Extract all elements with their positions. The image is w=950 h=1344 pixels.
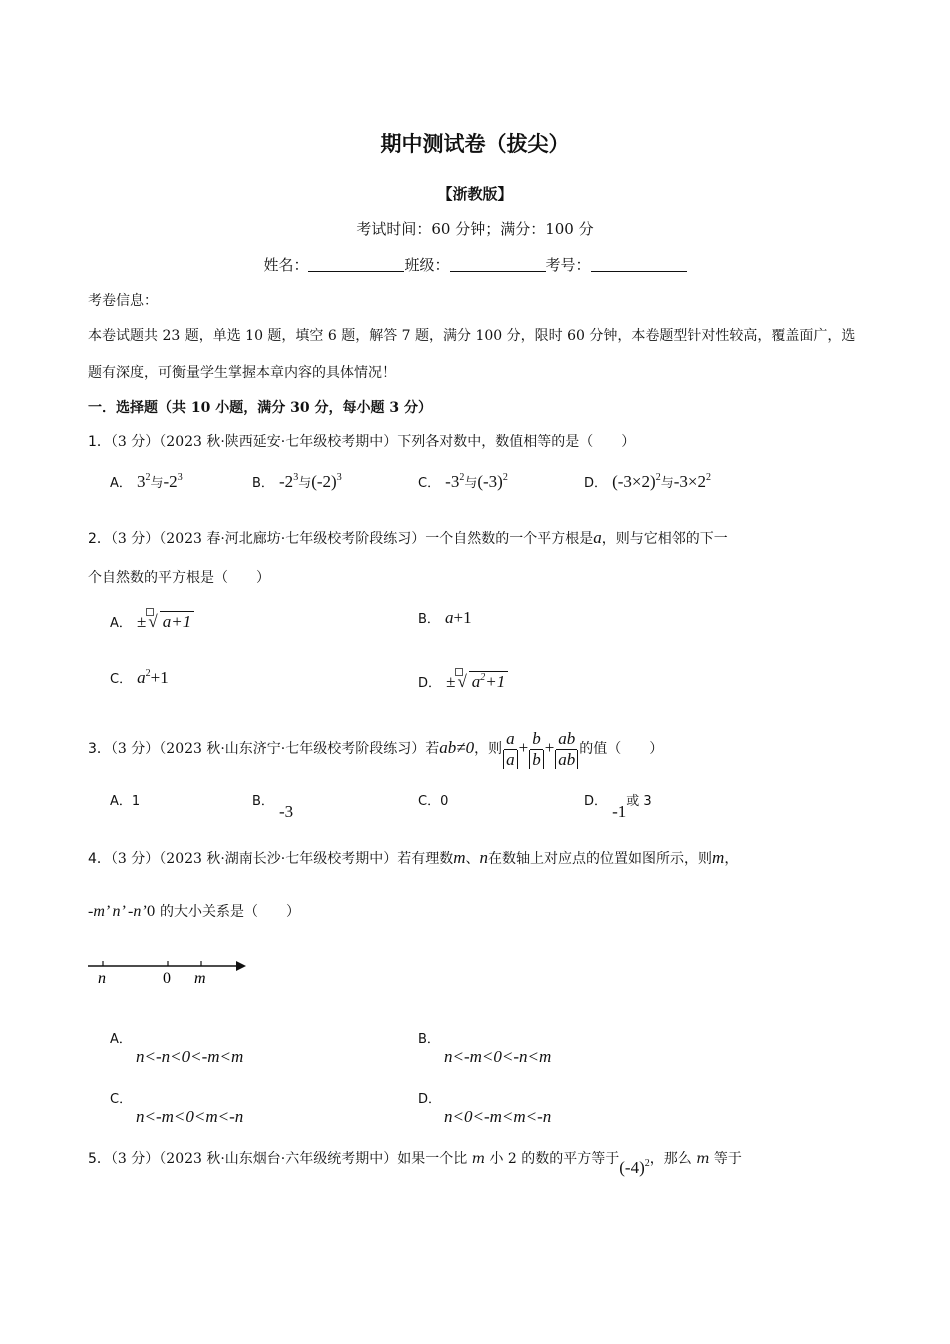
q1-a-label: A． — [110, 476, 132, 491]
q1-c-label: C． — [418, 476, 441, 491]
label-m: m — [194, 970, 206, 987]
q4-option-c[interactable]: C． n<-m<0<m<-n — [110, 1092, 244, 1126]
question-5-stem: 5．（3 分）（2023 秋·山东烟台·六年级统考期中）如果一个比 m 小 2 的数的平方等于$(-4)^2$，那么 m 等于 — [88, 1151, 742, 1177]
q1-option-c[interactable] — [418, 472, 508, 492]
name-label: 姓名： — [263, 256, 309, 274]
q3-option-c[interactable]: C．0 — [418, 794, 449, 809]
q1-c-expr: $-3^2$与$(-3)^2$ — [445, 472, 508, 491]
q1-score: （3 分） — [110, 434, 160, 450]
q2-option-b[interactable]: B． a+1 — [418, 608, 472, 627]
q1-option-a[interactable] — [110, 472, 183, 492]
info-heading: 考卷信息： — [88, 293, 158, 309]
name-blank — [308, 255, 404, 272]
q1-b-expr: $-2^3$与$(-2)^3$ — [279, 472, 342, 491]
q2-c-expr: $a^2+1$ — [137, 668, 169, 687]
q2-option-c[interactable]: C． $a^2+1$ — [110, 668, 169, 687]
class-label: 班级： — [404, 256, 450, 274]
q1-source: （2023 秋·陕西延安·七年级校考期中） — [159, 434, 398, 450]
number-blank — [591, 255, 687, 272]
q2-option-a[interactable]: A． ± √ a+1 — [110, 608, 194, 632]
question-2-stem: 2．（3 分）（2023 春·河北廊坊·七年级校考阶段练习）一个自然数的一个平方根是a，则与它相邻的下一 — [88, 528, 728, 547]
number-line-arrow — [236, 961, 246, 971]
q2-b-expr: a+1 — [445, 608, 472, 627]
q2-number: 2． — [88, 531, 111, 547]
q1-number: 1． — [88, 434, 111, 450]
q4-value-list: -m’ n’ -n’ — [88, 903, 147, 920]
q5-expr: $(-4)^2$ — [619, 1158, 650, 1177]
q1-option-b[interactable] — [252, 472, 342, 492]
exam-time: 考试时间：60 分钟；满分：100 分 — [356, 220, 594, 238]
info-body: 本卷试题共 23 题，单选 10 题，填空 6 题，解答 7 题，满分 100 分，限时 60 分钟，本卷题型针对性较高，覆盖面广，选题有深度，可衡量学生掌握本章内容的具体情况！ — [88, 328, 856, 381]
q1-d-expr: $(-3\times 2)^2$与$-3\times 2^2$ — [612, 472, 711, 491]
class-blank — [450, 255, 546, 272]
student-info-line — [0, 254, 950, 275]
q1-d-label: D． — [584, 476, 608, 491]
number-line-figure — [86, 955, 256, 991]
q1-option-d[interactable] — [584, 472, 711, 492]
question-3-stem: 3．（3 分）（2023 秋·山东济宁·七年级校考阶段练习）若ab≠0，则 $\frac{a}{a}$ + $\frac{b}{b}$ + $\frac{ab}{ab}$ 的值（ ） — [88, 728, 664, 769]
q1-a-expr: $3^2$与$-2^3$ — [137, 472, 183, 491]
q4-option-d[interactable]: D． n<0<-m<m<-n — [418, 1092, 552, 1126]
q2-option-d[interactable]: D． ± √ $a^2+1$ — [418, 668, 508, 692]
label-n: n — [98, 970, 106, 987]
question-1-stem — [88, 432, 635, 452]
q3-option-b[interactable]: B． -3 — [252, 794, 294, 821]
q3-fraction-expr: $\frac{a}{a}$ + $\frac{b}{b}$ + $\frac{ab}{ab}$ — [502, 738, 579, 757]
question-4-stem: 4．（3 分）（2023 秋·湖南长沙·七年级校考期中）若有理数m、n在数轴上对应点的位置如图所示，则m， — [88, 848, 739, 867]
section-heading: 一．选择题（共 10 小题，满分 30 分，每小题 3 分） — [88, 400, 432, 416]
q2-d-expr: ± √ $a^2+1$ — [446, 672, 508, 691]
number-label: 考号： — [545, 256, 591, 274]
q3-option-a[interactable]: A．1 — [110, 794, 141, 809]
q3-condition: ab≠0 — [439, 738, 475, 757]
page-title: 期中测试卷（拔尖） — [380, 131, 570, 156]
q3-option-d[interactable]: D． -1或 3 — [584, 794, 652, 821]
q4-option-b[interactable]: B． n<-m<0<-n<m — [418, 1032, 552, 1066]
edition-label: 【浙教版】 — [437, 185, 513, 203]
label-zero: 0 — [163, 970, 171, 987]
q1-b-label: B． — [252, 476, 274, 491]
q2-a-expr: ± √ a+1 — [137, 612, 194, 631]
question-2-stem-cont: 个自然数的平方根是（ ） — [88, 570, 270, 586]
question-4-stem-cont: -m’ n’ -n’0 的大小关系是（ ） — [88, 903, 301, 920]
q4-option-a[interactable]: A． n<-n<0<-m<m — [110, 1032, 244, 1066]
q1-text: 下列各对数中，数值相等的是（ ） — [397, 434, 636, 450]
